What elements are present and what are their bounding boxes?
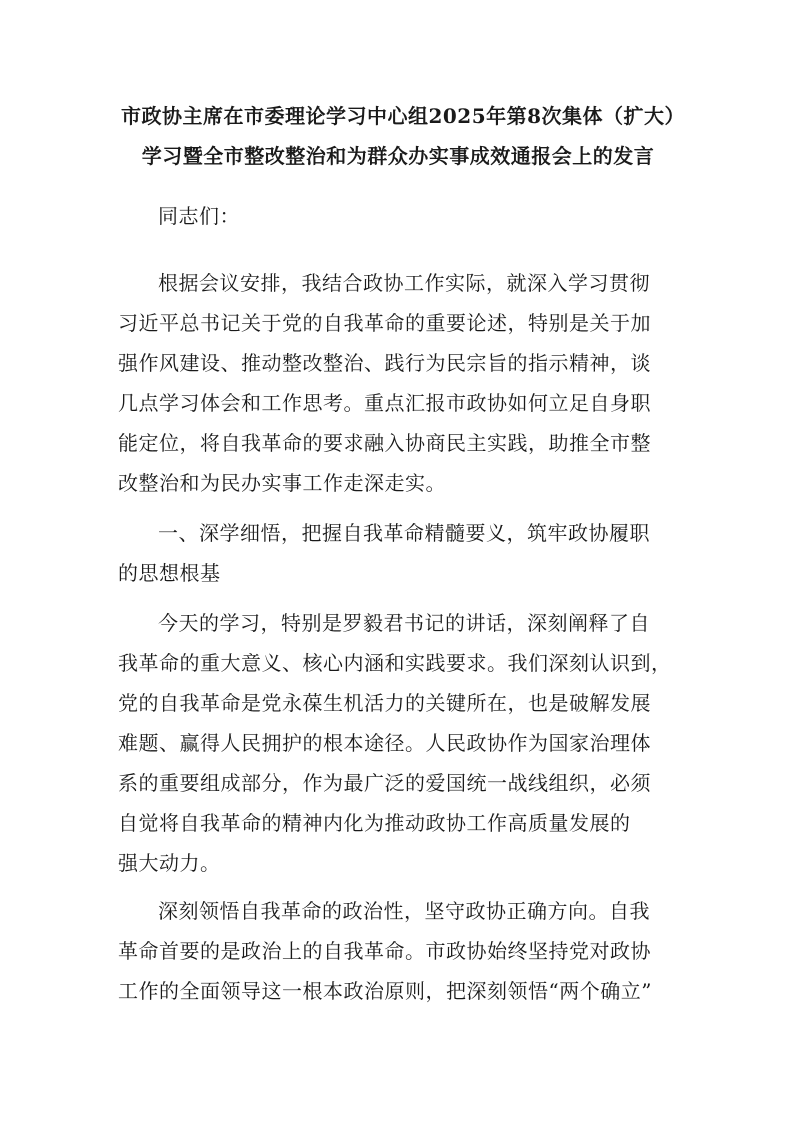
paragraph-line: 系的重要组成部分，作为最广泛的爱国统一战线组织，必须 (118, 771, 651, 795)
paragraph-line: 强作风建设、推动整改整治、践行为民宗旨的指示精神，谈 (118, 351, 651, 375)
paragraph-line: 工作的全面领导这一根本政治原则，把深刻领悟“两个确立” (118, 979, 652, 1003)
paragraph-line: 今天的学习，特别是罗毅君书记的讲话，深刻阐释了自 (158, 611, 650, 635)
section-heading-line: 的思想根基 (118, 561, 221, 585)
paragraph-line: 自觉将自我革命的精神内化为推动政协工作高质量发展的 (118, 811, 631, 835)
paragraph-line: 几点学习体会和工作思考。重点汇报市政协如何立足自身职 (118, 391, 651, 415)
document-title: 市政协主席在市委理论学习中心组2025年第8次集体（扩大）学习暨全市整改整治和为群众办实事成效通报会上的发言 (120, 104, 676, 168)
paragraph-line: 党的自我革命是党永葆生机活力的关键所在，也是破解发展 (118, 691, 651, 715)
section-heading-line: 一、深学细悟，把握自我革命精髓要义，筑牢政协履职 (158, 521, 650, 545)
greeting: 同志们： (158, 204, 240, 228)
paragraph-line: 我革命的重大意义、核心内涵和实践要求。我们深刻认识到， (118, 651, 672, 675)
paragraph-line: 改整治和为民办实事工作走深走实。 (118, 471, 446, 495)
paragraph-line: 能定位，将自我革命的要求融入协商民主实践，助推全市整 (118, 431, 651, 455)
paragraph-line: 习近平总书记关于党的自我革命的重要论述，特别是关于加 (118, 311, 651, 335)
paragraph-line: 强大动力。 (118, 851, 221, 875)
paragraph-line: 革命首要的是政治上的自我革命。市政协始终坚持党对政协 (118, 939, 651, 963)
paragraph-line: 深刻领悟自我革命的政治性，坚守政协正确方向。自我 (158, 899, 650, 923)
paragraph-line: 难题、赢得人民拥护的根本途径。人民政协作为国家治理体 (118, 731, 651, 755)
paragraph-line: 根据会议安排，我结合政协工作实际，就深入学习贯彻 (158, 271, 650, 295)
